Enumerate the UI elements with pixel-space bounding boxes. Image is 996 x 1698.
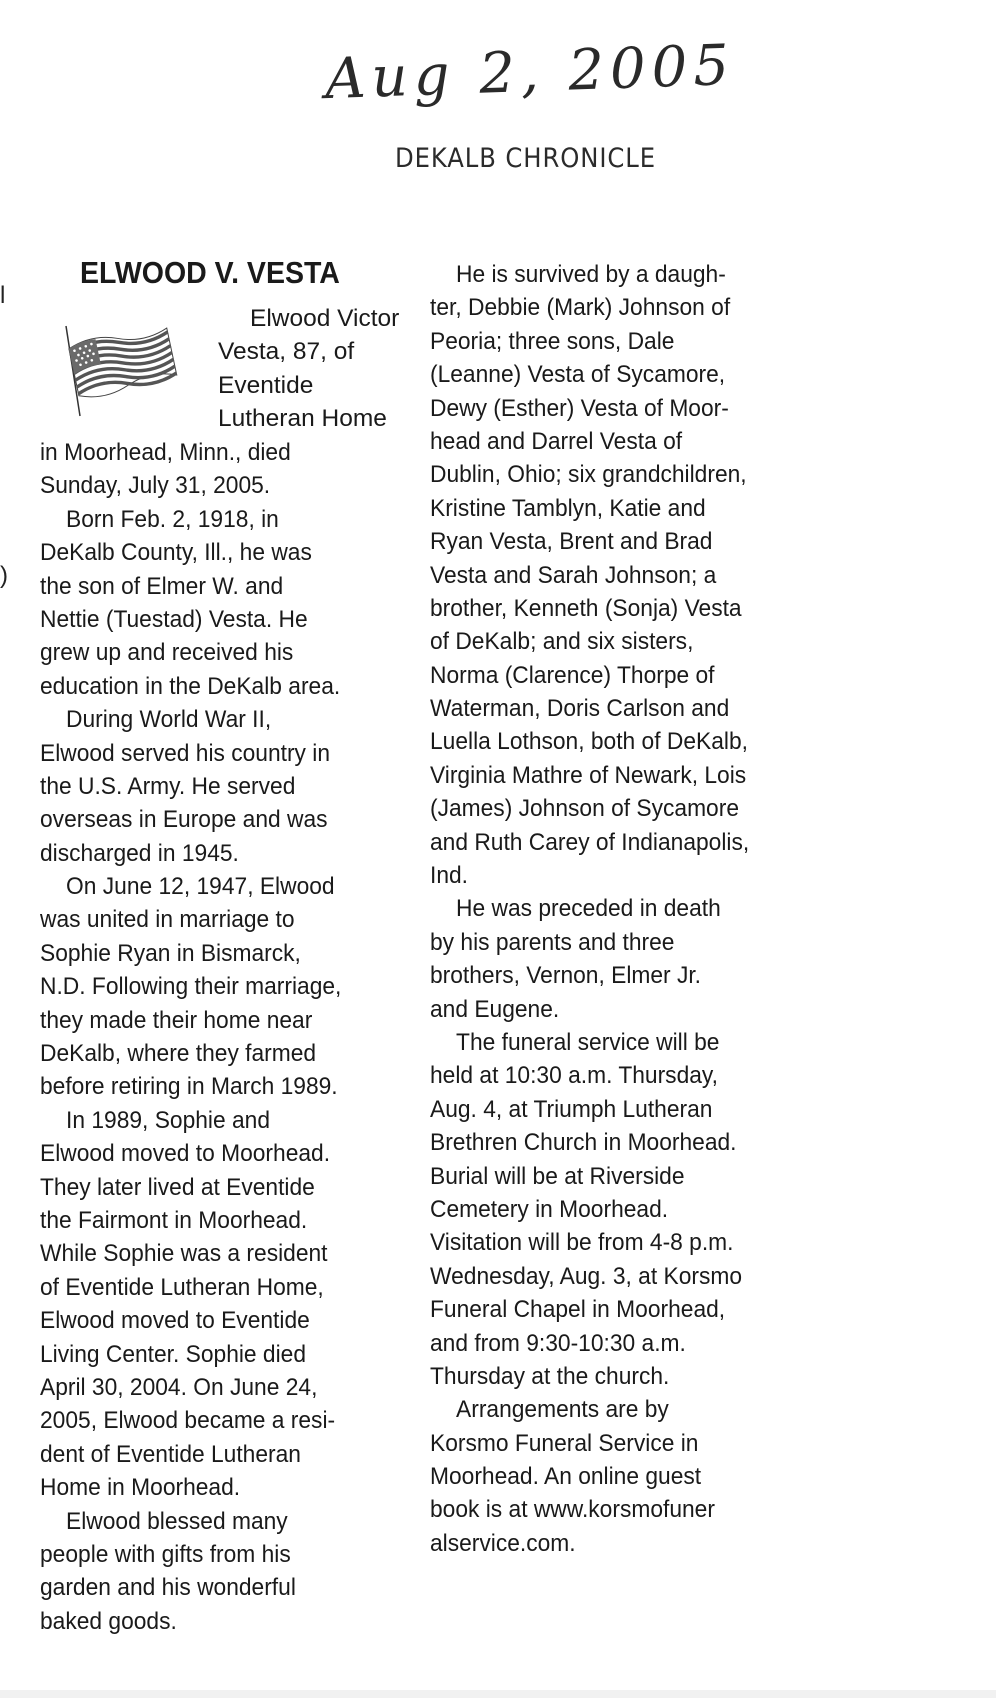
text-line: Cemetery in Moorhead. — [430, 1195, 669, 1223]
text-line: Elwood blessed many — [66, 1507, 288, 1535]
text-line: Dewy (Esther) Vesta of Moor- — [430, 394, 729, 422]
text-line: brother, Kenneth (Sonja) Vesta — [430, 594, 742, 622]
text-line: While Sophie was a resident — [40, 1240, 328, 1268]
text-line: DeKalb, where they farmed — [40, 1040, 317, 1068]
american-flag-icon — [52, 308, 182, 418]
text-line: the son of Elmer W. and — [40, 572, 284, 600]
text-line: overseas in Europe and was — [40, 806, 328, 834]
text-line: of DeKalb; and six sisters, — [430, 628, 694, 656]
text-line: Sunday, July 31, 2005. — [40, 472, 271, 500]
text-line: Funeral Chapel in Moorhead, — [430, 1296, 726, 1324]
text-line: Dublin, Ohio; six grandchildren, — [430, 461, 747, 489]
text-line: garden and his wonderful — [40, 1574, 296, 1602]
text-line: the U.S. Army. He served — [40, 772, 296, 800]
text-line: He was preceded in death — [456, 895, 721, 923]
text-line: Ind. — [430, 862, 469, 890]
text-line: Waterman, Doris Carlson and — [430, 695, 730, 723]
text-line: In 1989, Sophie and — [66, 1106, 271, 1134]
text-line: discharged in 1945. — [40, 839, 239, 867]
text-line: He is survived by a daugh- — [456, 261, 726, 288]
text-line: Luella Lothson, both of DeKalb, — [430, 728, 748, 756]
text-line: Wednesday, Aug. 3, at Korsmo — [430, 1262, 743, 1290]
text-line: Vesta, 87, of — [218, 338, 355, 366]
text-line: brothers, Vernon, Elmer Jr. — [430, 962, 702, 990]
text-line: Ryan Vesta, Brent and Brad — [430, 528, 713, 556]
text-line: education in the DeKalb area. — [40, 672, 341, 700]
text-line: Brethren Church in Moorhead. — [430, 1129, 737, 1157]
text-line: alservice.com. — [430, 1529, 576, 1557]
obituary-headline: ELWOOD V. VESTA — [80, 255, 340, 290]
text-line: Elwood moved to Eventide — [40, 1307, 310, 1335]
text-line: the Fairmont in Moorhead. — [40, 1206, 308, 1234]
text-line: Elwood moved to Moorhead. — [40, 1140, 331, 1168]
text-line: grew up and received his — [40, 639, 294, 667]
text-line: They later lived at Eventide — [40, 1173, 315, 1201]
newspaper-name: DEKALB CHRONICLE — [395, 143, 656, 174]
text-line: Eventide — [218, 371, 314, 399]
edge-mark: l — [0, 282, 6, 309]
handwritten-date: Aug 2, 2005 — [323, 32, 736, 113]
text-line: Arrangements are by — [456, 1396, 669, 1424]
text-line: (James) Johnson of Sycamore — [430, 795, 739, 823]
text-line: Virginia Mathre of Newark, Lois — [430, 761, 747, 789]
text-line: before retiring in March 1989. — [40, 1073, 338, 1101]
edge-mark: ) — [0, 562, 8, 589]
text-line: (Leanne) Vesta of Sycamore, — [430, 361, 726, 389]
text-line: Peoria; three sons, Dale — [430, 327, 675, 355]
text-line: was united in marriage to — [40, 906, 295, 934]
text-line: Norma (Clarence) Thorpe of — [430, 661, 715, 689]
text-line: April 30, 2004. On June 24, — [40, 1373, 318, 1401]
scan-edge — [0, 1690, 996, 1698]
text-line: people with gifts from his — [40, 1540, 291, 1568]
text-line: Moorhead. An online guest — [430, 1463, 702, 1491]
text-line: baked goods. — [40, 1607, 177, 1635]
text-line: Sophie Ryan in Bismarck, — [40, 939, 301, 967]
text-line: Nettie (Tuestad) Vesta. He — [40, 605, 308, 633]
text-line: Kristine Tamblyn, Katie and — [430, 494, 706, 522]
text-line: Home in Moorhead. — [40, 1474, 241, 1502]
text-line: DeKalb County, Ill., he was — [40, 539, 312, 567]
text-line: book is at www.korsmofuner — [430, 1496, 715, 1524]
text-line: dent of Eventide Lutheran — [40, 1440, 301, 1468]
text-line: Born Feb. 2, 1918, in — [66, 505, 279, 533]
text-line: they made their home near — [40, 1006, 313, 1034]
obituary-intro — [218, 302, 400, 436]
obituary-left-column — [40, 436, 440, 1638]
text-line: Aug. 4, at Triumph Lutheran — [430, 1095, 713, 1123]
text-line: and from 9:30-10:30 a.m. — [430, 1329, 686, 1357]
text-line: Korsmo Funeral Service in — [430, 1429, 699, 1457]
text-line: Thursday at the church. — [430, 1362, 670, 1390]
text-line: During World War II, — [66, 706, 272, 734]
text-line: and Ruth Carey of Indianapolis, — [430, 828, 750, 856]
text-line: of Eventide Lutheran Home, — [40, 1273, 324, 1301]
text-line: 2005, Elwood became a resi- — [40, 1407, 336, 1435]
text-line: Vesta and Sarah Johnson; a — [430, 561, 717, 589]
text-line: Elwood Victor — [250, 305, 400, 332]
text-line: Burial will be at Riverside — [430, 1162, 685, 1190]
text-line: held at 10:30 a.m. Thursday, — [430, 1062, 718, 1090]
text-line: in Moorhead, Minn., died — [40, 439, 291, 466]
text-line: Elwood served his country in — [40, 739, 331, 767]
text-line: N.D. Following their marriage, — [40, 973, 342, 1001]
text-line: Visitation will be from 4-8 p.m. — [430, 1229, 734, 1257]
text-line: ter, Debbie (Mark) Johnson of — [430, 294, 731, 322]
text-line: On June 12, 1947, Elwood — [66, 873, 335, 901]
text-line: and Eugene. — [430, 995, 560, 1023]
obituary-right-column — [430, 258, 830, 1560]
text-line: by his parents and three — [430, 928, 675, 956]
text-line: head and Darrel Vesta of — [430, 427, 683, 455]
text-line: Lutheran Home — [218, 405, 387, 433]
text-line: Living Center. Sophie died — [40, 1340, 307, 1368]
text-line: The funeral service will be — [456, 1028, 720, 1056]
